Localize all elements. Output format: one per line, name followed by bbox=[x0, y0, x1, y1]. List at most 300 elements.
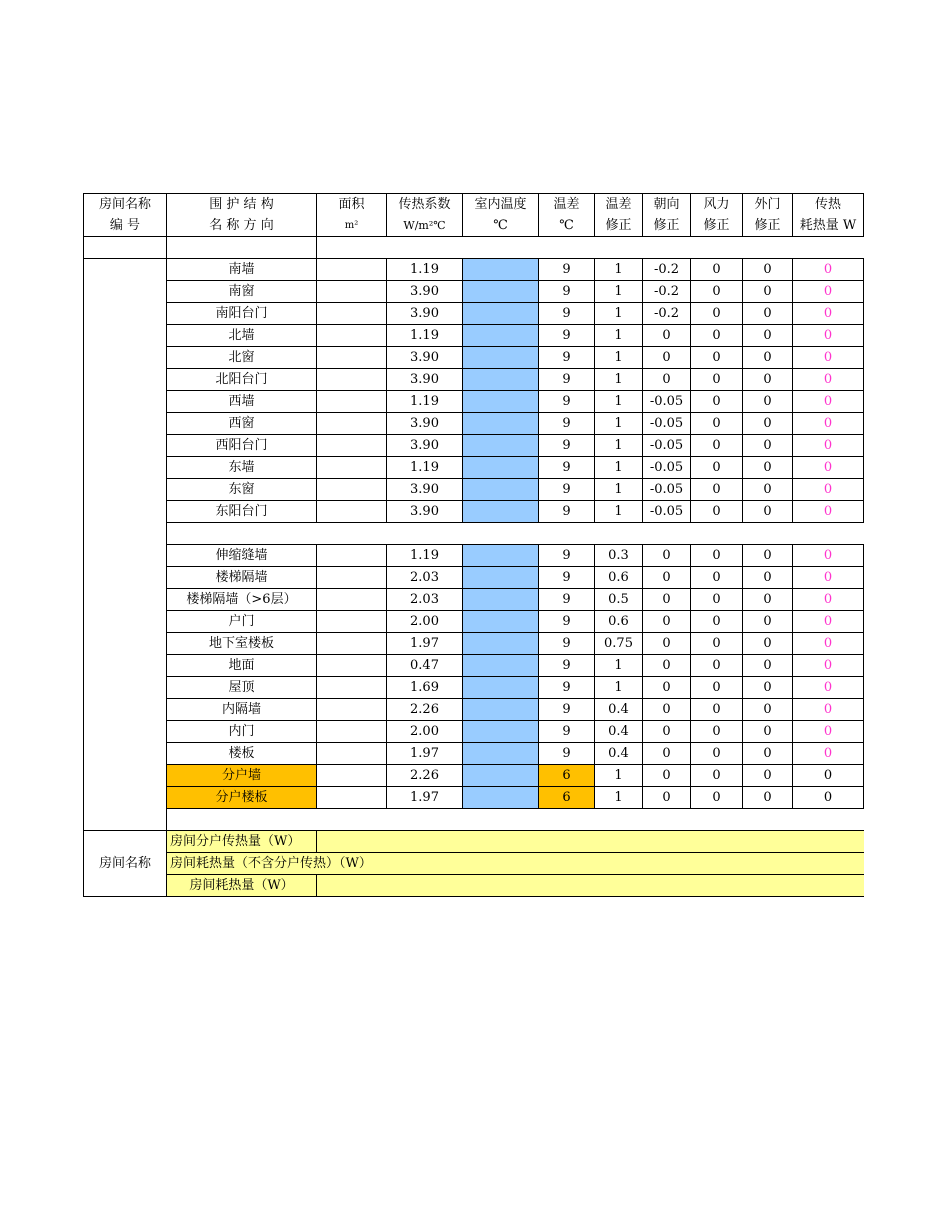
wind-correction: 0 bbox=[691, 413, 743, 435]
header-door-corr-2: 修正 bbox=[743, 215, 793, 237]
orientation-correction: 0 bbox=[643, 765, 691, 787]
area-cell[interactable] bbox=[317, 391, 387, 413]
heat-loss-value: 0 bbox=[793, 611, 864, 633]
summary-label: 房间分户传热量（W） bbox=[167, 831, 317, 853]
indoor-temp-input[interactable] bbox=[463, 259, 539, 281]
indoor-temp-input[interactable] bbox=[463, 655, 539, 677]
wind-correction: 0 bbox=[691, 347, 743, 369]
summary-value[interactable] bbox=[317, 875, 864, 897]
area-cell[interactable] bbox=[317, 699, 387, 721]
temp-diff: 9 bbox=[539, 259, 595, 281]
envelope-name: 楼梯隔墙 bbox=[167, 567, 317, 589]
temp-diff: 9 bbox=[539, 303, 595, 325]
wind-correction: 0 bbox=[691, 589, 743, 611]
door-correction: 0 bbox=[743, 677, 793, 699]
heat-loss-value: 0 bbox=[793, 699, 864, 721]
temp-diff: 9 bbox=[539, 589, 595, 611]
orientation-correction: 0 bbox=[643, 611, 691, 633]
temp-diff: 6 bbox=[539, 765, 595, 787]
heat-loss-value: 0 bbox=[793, 435, 864, 457]
door-correction: 0 bbox=[743, 633, 793, 655]
gap-row bbox=[84, 523, 864, 545]
door-correction: 0 bbox=[743, 413, 793, 435]
envelope-name: 内隔墙 bbox=[167, 699, 317, 721]
area-cell[interactable] bbox=[317, 303, 387, 325]
envelope-name: 南窗 bbox=[167, 281, 317, 303]
heat-loss-value: 0 bbox=[793, 721, 864, 743]
envelope-name: 东窗 bbox=[167, 479, 317, 501]
k-value: 2.03 bbox=[387, 589, 463, 611]
indoor-temp-input[interactable] bbox=[463, 435, 539, 457]
temp-correction: 1 bbox=[595, 391, 643, 413]
k-value: 3.90 bbox=[387, 435, 463, 457]
header-orient-corr-2: 修正 bbox=[643, 215, 691, 237]
orientation-correction: 0 bbox=[643, 787, 691, 809]
heat-loss-value: 0 bbox=[793, 765, 864, 787]
room-merged-cell[interactable] bbox=[84, 259, 167, 831]
k-value: 3.90 bbox=[387, 347, 463, 369]
door-correction: 0 bbox=[743, 721, 793, 743]
temp-diff: 9 bbox=[539, 721, 595, 743]
summary-row bbox=[84, 853, 864, 875]
envelope-name: 东阳台门 bbox=[167, 501, 317, 523]
temp-correction: 1 bbox=[595, 501, 643, 523]
temp-diff: 9 bbox=[539, 281, 595, 303]
temp-correction: 1 bbox=[595, 369, 643, 391]
area-cell[interactable] bbox=[317, 259, 387, 281]
area-cell[interactable] bbox=[317, 325, 387, 347]
area-cell[interactable] bbox=[317, 633, 387, 655]
orientation-correction: 0 bbox=[643, 369, 691, 391]
table-row bbox=[84, 347, 864, 369]
envelope-name: 地下室楼板 bbox=[167, 633, 317, 655]
indoor-temp-input[interactable] bbox=[463, 699, 539, 721]
door-correction: 0 bbox=[743, 457, 793, 479]
indoor-temp-input[interactable] bbox=[463, 281, 539, 303]
indoor-temp-input[interactable] bbox=[463, 611, 539, 633]
orientation-correction: 0 bbox=[643, 677, 691, 699]
summary-room-label: 房间名称 bbox=[84, 831, 167, 897]
temp-diff: 9 bbox=[539, 369, 595, 391]
heat-loss-value: 0 bbox=[793, 567, 864, 589]
temp-correction: 0.6 bbox=[595, 611, 643, 633]
temp-correction: 1 bbox=[595, 303, 643, 325]
indoor-temp-input[interactable] bbox=[463, 743, 539, 765]
envelope-name: 西阳台门 bbox=[167, 435, 317, 457]
indoor-temp-input[interactable] bbox=[463, 413, 539, 435]
table-row bbox=[84, 567, 864, 589]
wind-correction: 0 bbox=[691, 457, 743, 479]
table-row bbox=[84, 501, 864, 523]
indoor-temp-input[interactable] bbox=[463, 721, 539, 743]
k-value: 1.19 bbox=[387, 545, 463, 567]
k-value: 2.00 bbox=[387, 611, 463, 633]
header-k-unit: W/m²℃ bbox=[387, 215, 463, 237]
door-correction: 0 bbox=[743, 479, 793, 501]
room-id-row bbox=[84, 237, 864, 259]
header-name-orient: 名 称 方 向 bbox=[167, 215, 317, 237]
temp-correction: 1 bbox=[595, 765, 643, 787]
k-value: 2.26 bbox=[387, 765, 463, 787]
temp-correction: 1 bbox=[595, 259, 643, 281]
table-row bbox=[84, 721, 864, 743]
table-row bbox=[84, 699, 864, 721]
envelope-name: 楼板 bbox=[167, 743, 317, 765]
indoor-temp-input[interactable] bbox=[463, 369, 539, 391]
gap-row bbox=[84, 809, 864, 831]
orientation-correction: 0 bbox=[643, 721, 691, 743]
temp-diff: 6 bbox=[539, 787, 595, 809]
summary-label: 房间耗热量（不含分户传热）（W） bbox=[167, 853, 864, 875]
door-correction: 0 bbox=[743, 765, 793, 787]
indoor-temp-input[interactable] bbox=[463, 457, 539, 479]
indoor-temp-input[interactable] bbox=[463, 633, 539, 655]
temp-correction: 1 bbox=[595, 413, 643, 435]
table-row bbox=[84, 413, 864, 435]
heat-loss-value: 0 bbox=[793, 743, 864, 765]
wind-correction: 0 bbox=[691, 325, 743, 347]
door-correction: 0 bbox=[743, 589, 793, 611]
area-cell[interactable] bbox=[317, 545, 387, 567]
door-correction: 0 bbox=[743, 347, 793, 369]
k-value: 1.19 bbox=[387, 391, 463, 413]
header-temp-corr-2: 修正 bbox=[595, 215, 643, 237]
gap-cell bbox=[167, 809, 864, 831]
temp-diff: 9 bbox=[539, 699, 595, 721]
header-heat-loss: 传热 bbox=[793, 194, 864, 216]
k-value: 3.90 bbox=[387, 413, 463, 435]
temp-correction: 1 bbox=[595, 479, 643, 501]
temp-correction: 0.3 bbox=[595, 545, 643, 567]
heat-loss-value: 0 bbox=[793, 413, 864, 435]
heat-loss-value: 0 bbox=[793, 633, 864, 655]
header-indoor-unit: ℃ bbox=[463, 215, 539, 237]
envelope-name: 东墙 bbox=[167, 457, 317, 479]
envelope-name: 户门 bbox=[167, 611, 317, 633]
k-value: 3.90 bbox=[387, 281, 463, 303]
door-correction: 0 bbox=[743, 545, 793, 567]
temp-correction: 1 bbox=[595, 787, 643, 809]
header-wind-corr: 风力 bbox=[691, 194, 743, 216]
wind-correction: 0 bbox=[691, 501, 743, 523]
temp-correction: 0.5 bbox=[595, 589, 643, 611]
room-id-cell[interactable] bbox=[84, 237, 167, 259]
envelope-name: 分户楼板 bbox=[167, 787, 317, 809]
table-row bbox=[84, 325, 864, 347]
orientation-correction: 0 bbox=[643, 633, 691, 655]
temp-correction: 1 bbox=[595, 677, 643, 699]
temp-correction: 0.4 bbox=[595, 699, 643, 721]
indoor-temp-input[interactable] bbox=[463, 391, 539, 413]
wind-correction: 0 bbox=[691, 259, 743, 281]
table-row bbox=[84, 281, 864, 303]
wind-correction: 0 bbox=[691, 765, 743, 787]
table-row bbox=[84, 369, 864, 391]
heat-loss-value: 0 bbox=[793, 787, 864, 809]
indoor-temp-input[interactable] bbox=[463, 567, 539, 589]
temp-diff: 9 bbox=[539, 501, 595, 523]
door-correction: 0 bbox=[743, 259, 793, 281]
envelope-name: 南阳台门 bbox=[167, 303, 317, 325]
orientation-correction: -0.05 bbox=[643, 501, 691, 523]
door-correction: 0 bbox=[743, 325, 793, 347]
envelope-name: 北阳台门 bbox=[167, 369, 317, 391]
envelope-name: 伸缩缝墙 bbox=[167, 545, 317, 567]
summary-value[interactable] bbox=[317, 831, 864, 853]
heat-loss-value: 0 bbox=[793, 501, 864, 523]
wind-correction: 0 bbox=[691, 743, 743, 765]
indoor-temp-input[interactable] bbox=[463, 545, 539, 567]
temp-correction: 1 bbox=[595, 347, 643, 369]
door-correction: 0 bbox=[743, 655, 793, 677]
door-correction: 0 bbox=[743, 611, 793, 633]
k-value: 1.19 bbox=[387, 457, 463, 479]
temp-diff: 9 bbox=[539, 347, 595, 369]
orientation-correction: 0 bbox=[643, 325, 691, 347]
temp-diff: 9 bbox=[539, 325, 595, 347]
k-value: 3.90 bbox=[387, 501, 463, 523]
orientation-correction: 0 bbox=[643, 589, 691, 611]
wind-correction: 0 bbox=[691, 699, 743, 721]
table-row bbox=[84, 633, 864, 655]
table-row bbox=[84, 611, 864, 633]
envelope-name: 南墙 bbox=[167, 259, 317, 281]
gap-cell bbox=[167, 523, 864, 545]
header-diff-unit: ℃ bbox=[539, 215, 595, 237]
heat-loss-value: 0 bbox=[793, 281, 864, 303]
table-row bbox=[84, 589, 864, 611]
area-cell[interactable] bbox=[317, 413, 387, 435]
area-cell[interactable] bbox=[317, 457, 387, 479]
temp-diff: 9 bbox=[539, 457, 595, 479]
orientation-correction: -0.05 bbox=[643, 457, 691, 479]
heat-loss-value: 0 bbox=[793, 347, 864, 369]
table-row bbox=[84, 259, 864, 281]
room-blank-cell bbox=[317, 237, 864, 259]
area-cell[interactable] bbox=[317, 787, 387, 809]
indoor-temp-input[interactable] bbox=[463, 479, 539, 501]
indoor-temp-input[interactable] bbox=[463, 325, 539, 347]
door-correction: 0 bbox=[743, 567, 793, 589]
wind-correction: 0 bbox=[691, 479, 743, 501]
area-cell[interactable] bbox=[317, 479, 387, 501]
temp-correction: 1 bbox=[595, 435, 643, 457]
table-row bbox=[84, 787, 864, 809]
area-cell[interactable] bbox=[317, 721, 387, 743]
indoor-temp-input[interactable] bbox=[463, 347, 539, 369]
area-cell[interactable] bbox=[317, 369, 387, 391]
orientation-correction: 0 bbox=[643, 567, 691, 589]
door-correction: 0 bbox=[743, 743, 793, 765]
temp-correction: 1 bbox=[595, 457, 643, 479]
door-correction: 0 bbox=[743, 699, 793, 721]
wind-correction: 0 bbox=[691, 281, 743, 303]
wind-correction: 0 bbox=[691, 633, 743, 655]
header-room-name: 房间名称 bbox=[84, 194, 167, 216]
wind-correction: 0 bbox=[691, 369, 743, 391]
door-correction: 0 bbox=[743, 501, 793, 523]
area-cell[interactable] bbox=[317, 435, 387, 457]
table-row bbox=[84, 677, 864, 699]
wind-correction: 0 bbox=[691, 391, 743, 413]
heat-loss-value: 0 bbox=[793, 677, 864, 699]
orientation-correction: 0 bbox=[643, 545, 691, 567]
area-cell[interactable] bbox=[317, 347, 387, 369]
door-correction: 0 bbox=[743, 391, 793, 413]
temp-diff: 9 bbox=[539, 567, 595, 589]
heat-loss-value: 0 bbox=[793, 479, 864, 501]
table-row bbox=[84, 765, 864, 787]
k-value: 2.00 bbox=[387, 721, 463, 743]
temp-correction: 1 bbox=[595, 655, 643, 677]
header-indoor-temp: 室内温度 bbox=[463, 194, 539, 216]
k-value: 1.19 bbox=[387, 325, 463, 347]
envelope-name: 分户墙 bbox=[167, 765, 317, 787]
header-wind-corr-2: 修正 bbox=[691, 215, 743, 237]
area-cell[interactable] bbox=[317, 589, 387, 611]
heat-loss-value: 0 bbox=[793, 391, 864, 413]
table-row bbox=[84, 479, 864, 501]
heat-loss-value: 0 bbox=[793, 655, 864, 677]
temp-diff: 9 bbox=[539, 479, 595, 501]
temp-diff: 9 bbox=[539, 677, 595, 699]
door-correction: 0 bbox=[743, 435, 793, 457]
orientation-correction: -0.05 bbox=[643, 413, 691, 435]
wind-correction: 0 bbox=[691, 303, 743, 325]
k-value: 1.97 bbox=[387, 633, 463, 655]
envelope-name: 西窗 bbox=[167, 413, 317, 435]
area-cell[interactable] bbox=[317, 765, 387, 787]
envelope-name: 地面 bbox=[167, 655, 317, 677]
heat-loss-value: 0 bbox=[793, 545, 864, 567]
header-orient-corr: 朝向 bbox=[643, 194, 691, 216]
temp-diff: 9 bbox=[539, 545, 595, 567]
heat-loss-value: 0 bbox=[793, 589, 864, 611]
heat-loss-value: 0 bbox=[793, 259, 864, 281]
header-temp-corr: 温差 bbox=[595, 194, 643, 216]
table-row bbox=[84, 391, 864, 413]
door-correction: 0 bbox=[743, 369, 793, 391]
door-correction: 0 bbox=[743, 303, 793, 325]
wind-correction: 0 bbox=[691, 611, 743, 633]
indoor-temp-input[interactable] bbox=[463, 787, 539, 809]
indoor-temp-input[interactable] bbox=[463, 589, 539, 611]
envelope-name: 楼梯隔墙（>6层） bbox=[167, 589, 317, 611]
temp-correction: 1 bbox=[595, 281, 643, 303]
wind-correction: 0 bbox=[691, 787, 743, 809]
envelope-name: 北墙 bbox=[167, 325, 317, 347]
orientation-correction: -0.05 bbox=[643, 479, 691, 501]
header-row-2 bbox=[84, 215, 864, 237]
table-row bbox=[84, 435, 864, 457]
temp-diff: 9 bbox=[539, 743, 595, 765]
orientation-correction: -0.2 bbox=[643, 259, 691, 281]
temp-diff: 9 bbox=[539, 413, 595, 435]
orientation-correction: -0.05 bbox=[643, 391, 691, 413]
heat-loss-table bbox=[83, 193, 864, 897]
indoor-temp-input[interactable] bbox=[463, 501, 539, 523]
temp-diff: 9 bbox=[539, 611, 595, 633]
orientation-correction: 0 bbox=[643, 655, 691, 677]
envelope-name: 内门 bbox=[167, 721, 317, 743]
k-value: 2.26 bbox=[387, 699, 463, 721]
area-cell[interactable] bbox=[317, 567, 387, 589]
summary-row bbox=[84, 831, 864, 853]
area-cell[interactable] bbox=[317, 743, 387, 765]
heat-loss-value: 0 bbox=[793, 325, 864, 347]
k-value: 0.47 bbox=[387, 655, 463, 677]
heat-loss-value: 0 bbox=[793, 457, 864, 479]
table-row bbox=[84, 457, 864, 479]
table-row bbox=[84, 545, 864, 567]
summary-label: 房间耗热量（W） bbox=[167, 875, 317, 897]
indoor-temp-input[interactable] bbox=[463, 765, 539, 787]
wind-correction: 0 bbox=[691, 677, 743, 699]
door-correction: 0 bbox=[743, 281, 793, 303]
door-correction: 0 bbox=[743, 787, 793, 809]
orientation-correction: 0 bbox=[643, 347, 691, 369]
temp-diff: 9 bbox=[539, 435, 595, 457]
k-value: 2.03 bbox=[387, 567, 463, 589]
temp-correction: 1 bbox=[595, 325, 643, 347]
indoor-temp-input[interactable] bbox=[463, 677, 539, 699]
orientation-correction: 0 bbox=[643, 743, 691, 765]
area-cell[interactable] bbox=[317, 677, 387, 699]
orientation-correction: -0.05 bbox=[643, 435, 691, 457]
header-area-unit: m² bbox=[317, 215, 387, 237]
header-area: 面积 bbox=[317, 194, 387, 216]
wind-correction: 0 bbox=[691, 655, 743, 677]
temp-diff: 9 bbox=[539, 633, 595, 655]
k-value: 1.19 bbox=[387, 259, 463, 281]
header-room-number: 编 号 bbox=[84, 215, 167, 237]
temp-correction: 0.4 bbox=[595, 743, 643, 765]
envelope-name: 西墙 bbox=[167, 391, 317, 413]
header-row-1 bbox=[84, 194, 864, 216]
k-value: 3.90 bbox=[387, 303, 463, 325]
temp-correction: 0.6 bbox=[595, 567, 643, 589]
header-temp-diff: 温差 bbox=[539, 194, 595, 216]
header-heat-loss-2: 耗热量 W bbox=[793, 215, 864, 237]
wind-correction: 0 bbox=[691, 567, 743, 589]
area-cell[interactable] bbox=[317, 655, 387, 677]
k-value: 1.97 bbox=[387, 743, 463, 765]
header-door-corr: 外门 bbox=[743, 194, 793, 216]
table-row bbox=[84, 303, 864, 325]
area-cell[interactable] bbox=[317, 501, 387, 523]
envelope-name: 屋顶 bbox=[167, 677, 317, 699]
temp-correction: 0.4 bbox=[595, 721, 643, 743]
table-row bbox=[84, 743, 864, 765]
wind-correction: 0 bbox=[691, 721, 743, 743]
header-k: 传热系数 bbox=[387, 194, 463, 216]
k-value: 3.90 bbox=[387, 479, 463, 501]
heat-loss-value: 0 bbox=[793, 369, 864, 391]
area-cell[interactable] bbox=[317, 611, 387, 633]
envelope-name: 北窗 bbox=[167, 347, 317, 369]
temp-diff: 9 bbox=[539, 391, 595, 413]
orientation-correction: -0.2 bbox=[643, 303, 691, 325]
heat-loss-value: 0 bbox=[793, 303, 864, 325]
wind-correction: 0 bbox=[691, 545, 743, 567]
header-envelope: 围 护 结 构 bbox=[167, 194, 317, 216]
room-name-cell[interactable] bbox=[167, 237, 317, 259]
temp-diff: 9 bbox=[539, 655, 595, 677]
indoor-temp-input[interactable] bbox=[463, 303, 539, 325]
area-cell[interactable] bbox=[317, 281, 387, 303]
temp-correction: 0.75 bbox=[595, 633, 643, 655]
summary-row bbox=[84, 875, 864, 897]
